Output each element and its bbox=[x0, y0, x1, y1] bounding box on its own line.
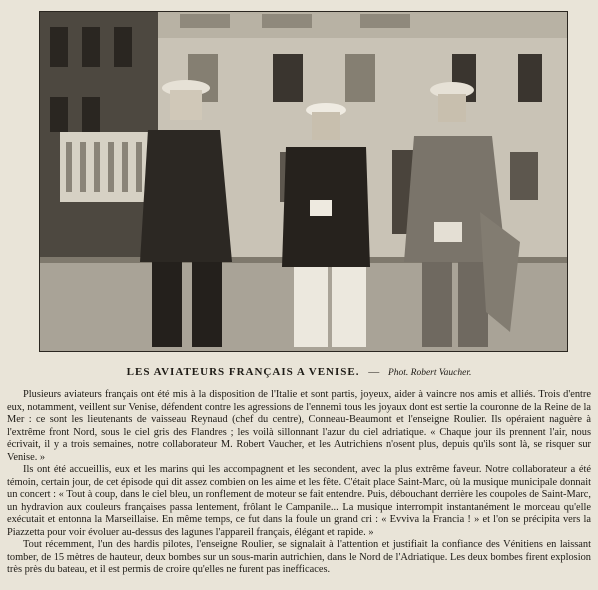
photo-caption bbox=[0, 366, 598, 378]
caption-separator: — bbox=[368, 366, 380, 378]
photograph-three-aviators bbox=[39, 11, 568, 352]
article-paragraph: Plusieurs aviateurs français ont été mis à la disposition de l'Italie et sont partis, joyeux, aider à vaincre nos amis et alliés. Trois d'entre eux, notamment, veillent sur Venise, défendent contre les agressions de l'ennemi tous les joyaux dont est sertie la couronne de la Reine de la Mer : ce sont les lieutenants de vaisseau Reynaud (chef du centre), Conneau-Beaumont et l'enseigne Roulier. Ils opéraient naguère à l'extrême front Nord, sous le ciel gris des Flandres ; les voilà sillonnant l'azur du ciel adriatique. « Chaque jour ils prennent l'air, nous écrivait, il y a trois semaines, notre collaborateur M. Robert Vaucher, et les Autrichiens n'osent plus, depuis qu'ils sont là, se risquer sur Venise. » bbox=[7, 389, 591, 463]
article-paragraph: Ils ont été accueillis, eux et les marins qui les accompagnent et les secondent, avec la plus extrême faveur. Notre collaborateur a été témoin, certain jour, de cet épisode qui dit assez combien on les aime et les fête. C'était place Saint-Marc, où la musique municipale donnait un concert : « Tout à coup, dans le ciel bleu, un ronflement de moteur se fait entendre. Puis, débouchant derrière les coupoles de Saint-Marc, un hydravion aux couleurs françaises passa lentement, frôlant le Campanile... La musique interrompit instantanément le morceau qu'elle exécutait et entonna la Marseillaise. En même temps, ce fut dans la foule un grand cri : « Evviva la Francia ! » et l'on se précipita vers la Piazzetta pour voir évoluer au-dessus des lagunes l'appareil français, élégant et rapide. » bbox=[7, 464, 591, 538]
article-paragraph: Tout récemment, l'un des hardis pilotes, l'enseigne Roulier, se signalait à l'attention et justifiait la confiance des Vénitiens en laissant tomber, de 15 mètres de hauteur, deux bombes sur un sous-marin autrichien, dans le Nord de l'Adriatique. Les deux bombes firent explosion très près du bateau, et il est permis de croire qu'elles ne furent pas inefficaces. bbox=[7, 539, 591, 575]
caption-title: LES AVIATEURS FRANÇAIS A VENISE. bbox=[126, 366, 360, 378]
photo-credit: Phot. Robert Vaucher. bbox=[387, 368, 472, 378]
photo-image bbox=[40, 12, 567, 351]
article-body bbox=[7, 389, 591, 577]
